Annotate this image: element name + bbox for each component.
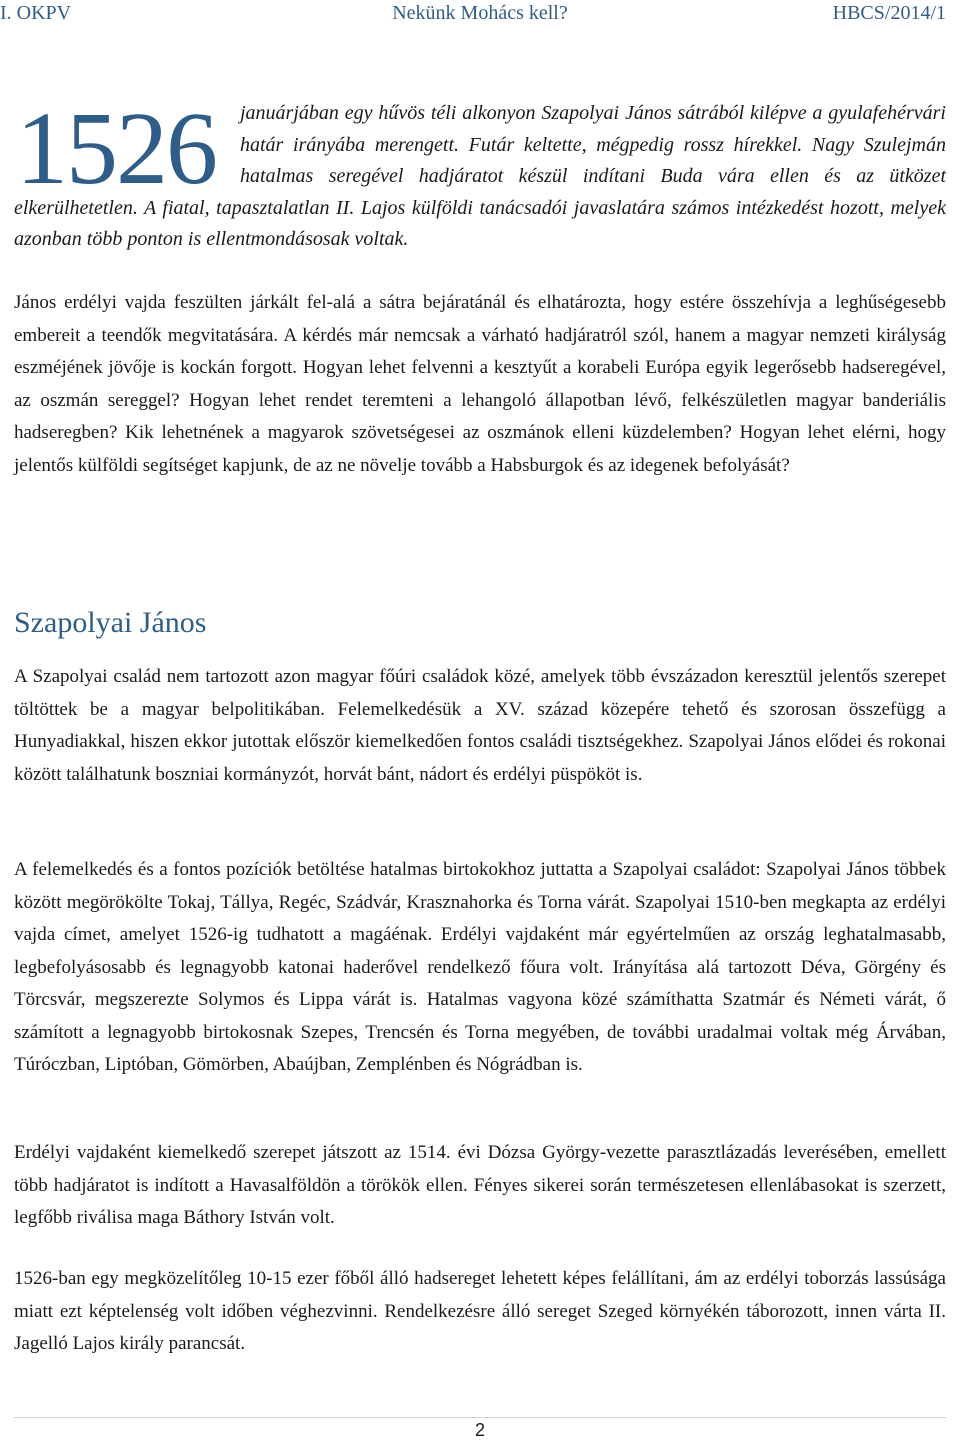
section-paragraph-3: Erdélyi vajdaként kiemelkedő szerepet játszott az 1514. évi Dózsa György-vezette parasztlázadás leverésében, emellett több hadjáratot is indított a Havasalföldön a törökök ellen. Fényes sikerei során természetesen ellenlábasokat is szerzett, legfőbb riválisa maga Báthory István volt.: [14, 1142, 946, 1228]
paragraph-janos: János erdélyi vajda feszülten járkált fel-alá a sátra bejáratánál és elhatározta, hogy estére összehívja a leghűségesebb embereit a teendők megvitatására. A kérdés már nemcsak a várható hadjáratról szól, hanem a magyar nemzeti királyság eszméjének jövője is kockán forgott. Hogyan lehet felvenni a kesztyűt a korabeli Európa egyik legerősebb hadseregével, az oszmán sereggel? Hogyan lehet rendet teremteni a lehangoló állapotban lévő, felkészületlen magyar banderiális hadseregben? Kik lehetnének a magyarok szövetségesei az oszmánok elleni küzdelemben? Hogyan lehet elérni, hogy jelentős külföldi segítséget kapjunk, de az ne növelje tovább a Habsburgok és az idegenek befolyását?: [14, 292, 946, 476]
section-paragraph-4: 1526-ban egy megközelítőleg 10-15 ezer főből álló hadsereget lehetett képes felállítani, ám az erdélyi toborzás lassúsága miatt ezt képtelenség volt időben véghezvinni. Rendelkezésre álló sereget Szeged környékén táborozott, innen várta II. Jagelló Lajos király parancsát.: [14, 1268, 946, 1354]
page-header: [0, 0, 960, 30]
header-left-label: I. OKPV: [0, 2, 72, 24]
header-title: Nekünk Mohács kell?: [392, 2, 568, 24]
page-number: 2: [474, 1420, 485, 1440]
intro-dropcap-year: 1526: [16, 91, 216, 206]
footer-divider: [14, 1417, 946, 1418]
section-paragraph-1: A Szapolyai család nem tartozott azon magyar főúri családok közé, amelyek több évszázadon keresztül jelentős szerepet töltöttek be a magyar belpolitikában. Felemelkedésük a XV. század közepére tehető és szorosan összefügg a Hunyadiakkal, hiszen ekkor jutottak először kiemelkedően fontos családi tisztségekhez. Szapolyai János elődei és rokonai között találhatunk boszniai kormányzót, horvát bánt, nádort és erdélyi püspököt is.: [14, 666, 946, 785]
section-title: Szapolyai János: [14, 606, 207, 639]
header-document-code: HBCS/2014/1: [832, 2, 946, 24]
intro-block: [14, 91, 946, 256]
intro-text: januárjában egy hűvös téli alkonyon Szapolyai János sátrából kilépve a gyulafehérvári határ irányába merengett. Futár keltette, mégpedig rossz hírekkel. Nagy Szulejmán hatalmas seregével hadjáratot készül indítani Buda vára ellen és az ütközet elkerülhetetlen. A fiatal, tapasztalatlan II. Lajos külföldi tanácsadói javaslatára számos intézkedést hozott, melyek azonban több ponton is ellentmondásosak voltak.: [14, 102, 946, 250]
section-paragraph-2: A felemelkedés és a fontos pozíciók betöltése hatalmas birtokokhoz juttatta a Szapolyai családot: Szapolyai János többek között megörökölte Tokaj, Tállya, Regéc, Szádvár, Krasznahorka és Torna várát. Szapolyai 1510-ben megkapta az erdélyi vajda címet, amelyet 1526-ig tudhatott a magáénak. Erdélyi vajdaként már egyértelműen az ország leghatalmasabb, legbefolyásosabb és legnagyobb katonai haderővel rendelkező főura volt. Irányítása alá tartozott Déva, Görgény és Törcsvár, megszerezte Solymos és Lippa várát is. Hatalmas vagyona közé számíthatta Szatmár és Németi várát, ő számított a legnagyobb birtokosnak Szepes, Trencsén és Torna megyében, de további uradalmai voltak még Árvában, Túróczban, Liptóban, Gömörben, Abaújban, Zemplénben és Nógrádban is.: [14, 859, 946, 1075]
